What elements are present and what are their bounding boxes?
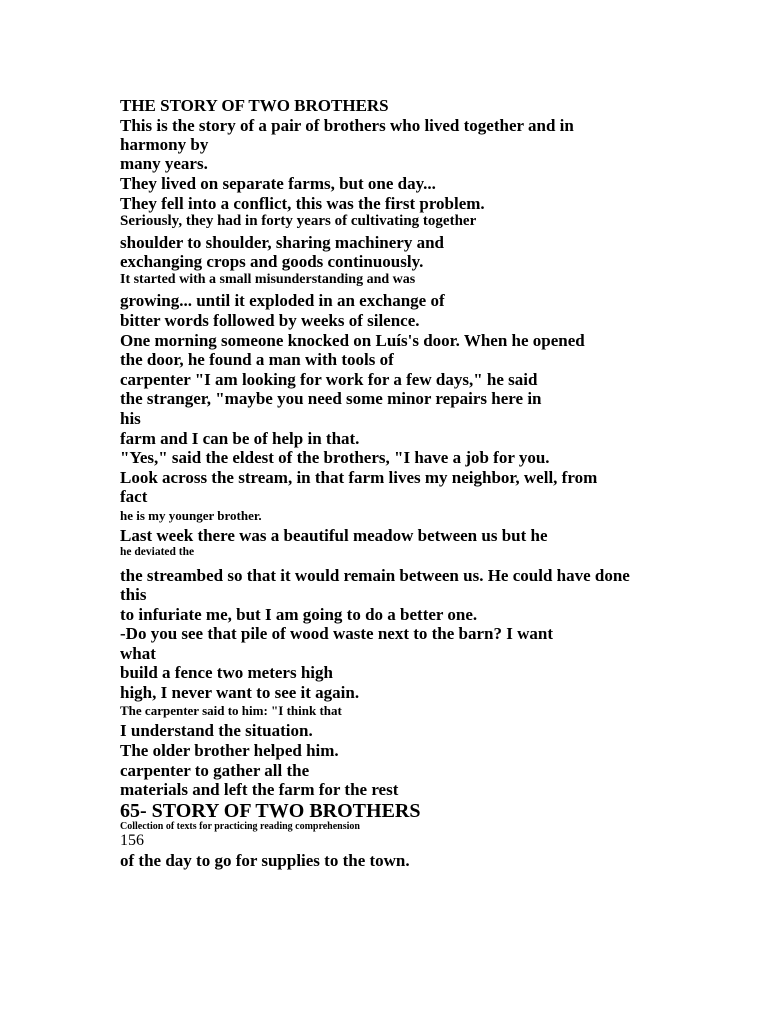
text-line: he is my younger brother. bbox=[120, 508, 262, 523]
text-line: the stranger, "maybe you need some minor repairs here in bbox=[120, 389, 542, 408]
page-number: 156 bbox=[120, 832, 144, 849]
text-line: harmony by bbox=[120, 135, 209, 154]
text-line: to infuriate me, but I am going to do a better one. bbox=[120, 605, 478, 624]
text-line: One morning someone knocked on Luís's door. When he opened bbox=[120, 331, 585, 350]
text-line: This is the story of a pair of brothers who lived together and in bbox=[120, 116, 574, 135]
text-line: The older brother helped him. bbox=[120, 741, 339, 760]
text-line: high, I never want to see it again. bbox=[120, 683, 360, 702]
text-line: It started with a small misunderstanding and was bbox=[120, 272, 416, 287]
text-line: carpenter "I am looking for work for a few days," he said bbox=[120, 370, 538, 389]
text-line: this bbox=[120, 585, 147, 604]
text-line: the door, he found a man with tools of bbox=[120, 350, 394, 369]
text-line: farm and I can be of help in that. bbox=[120, 429, 360, 448]
text-line: -Do you see that pile of wood waste next to the barn? I want bbox=[120, 624, 554, 643]
text-line: I understand the situation. bbox=[120, 721, 313, 740]
text-line: They fell into a conflict, this was the first problem. bbox=[120, 194, 485, 213]
text-line: growing... until it exploded in an exchange of bbox=[120, 291, 445, 310]
text-line: Look across the stream, in that farm lives my neighbor, well, from bbox=[120, 468, 598, 487]
text-line: build a fence two meters high bbox=[120, 663, 333, 682]
text-line: The carpenter said to him: "I think that bbox=[120, 703, 342, 718]
text-line: the streambed so that it would remain between us. He could have done bbox=[120, 566, 630, 585]
text-line: he deviated the bbox=[120, 546, 195, 558]
text-line: materials and left the farm for the rest bbox=[120, 780, 399, 799]
text-line: Seriously, they had in forty years of cultivating together bbox=[120, 213, 477, 229]
text-line: fact bbox=[120, 487, 148, 506]
last-line: of the day to go for supplies to the town. bbox=[120, 851, 410, 870]
text-line: exchanging crops and goods continuously. bbox=[120, 252, 424, 271]
text-line: carpenter to gather all the bbox=[120, 761, 310, 780]
document-title: THE STORY OF TWO BROTHERS bbox=[120, 96, 389, 115]
text-line: many years. bbox=[120, 154, 208, 173]
text-line: what bbox=[120, 644, 156, 663]
text-line: bitter words followed by weeks of silence. bbox=[120, 311, 420, 330]
text-line: shoulder to shoulder, sharing machinery and bbox=[120, 233, 445, 252]
text-line: "Yes," said the eldest of the brothers, "I have a job for you. bbox=[120, 448, 550, 467]
footer-subtitle: Collection of texts for practicing reading comprehension bbox=[120, 821, 360, 832]
text-line: Last week there was a beautiful meadow between us but he bbox=[120, 526, 548, 545]
text-line: his bbox=[120, 409, 141, 428]
footer-heading: 65- STORY OF TWO BROTHERS bbox=[120, 800, 421, 822]
text-line: They lived on separate farms, but one day... bbox=[120, 174, 436, 193]
